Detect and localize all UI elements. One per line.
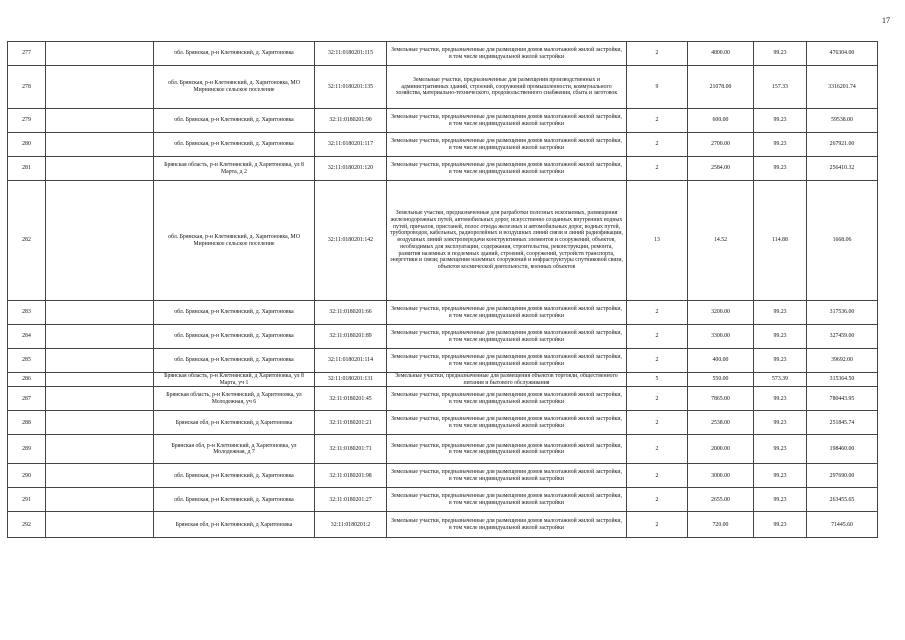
area-cell: 550.00 — [688, 373, 754, 387]
cadastral-value-cell: 59538.00 — [807, 109, 878, 133]
table-row — [8, 464, 878, 488]
cadastral-value-cell: 315364.50 — [807, 373, 878, 387]
address-cell: обл. Брянская, р-н Клетнянский, д. Харитоновка — [154, 349, 315, 373]
cadastral-number-cell: 32:11:0180201:131 — [315, 373, 387, 387]
specific-value-cell: 157.33 — [754, 66, 807, 109]
row-number-cell: 283 — [8, 301, 46, 325]
blank-cell — [46, 387, 154, 411]
cadastral-number-cell: 32:11:0180201:66 — [315, 301, 387, 325]
row-number-cell: 286 — [8, 373, 46, 387]
area-cell: 3300.00 — [688, 325, 754, 349]
row-number-cell: 278 — [8, 66, 46, 109]
cadastral-number-cell: 32:11:0180201:98 — [315, 464, 387, 488]
cadastral-number-cell: 32:11:0180201:115 — [315, 42, 387, 66]
area-cell: 7865.00 — [688, 387, 754, 411]
address-cell: Брянская обл, р-н Клетнянский, д Харитоновка — [154, 512, 315, 538]
row-number-cell: 287 — [8, 387, 46, 411]
specific-value-cell: 114.88 — [754, 181, 807, 301]
cadastral-value-cell: 317536.00 — [807, 301, 878, 325]
cadastral-number-cell: 32:11:0180201:45 — [315, 387, 387, 411]
cadastral-number-cell: 32:11:0180201:120 — [315, 157, 387, 181]
area-cell: 3000.00 — [688, 464, 754, 488]
specific-value-cell: 99.23 — [754, 411, 807, 435]
address-cell: обл. Брянская, р-н Клетнянский, д. Харитоновка — [154, 488, 315, 512]
blank-cell — [46, 109, 154, 133]
blank-cell — [46, 157, 154, 181]
row-number-cell: 291 — [8, 488, 46, 512]
specific-value-cell: 99.23 — [754, 387, 807, 411]
blank-cell — [46, 133, 154, 157]
specific-value-cell: 99.23 — [754, 464, 807, 488]
cadastral-number-cell: 32:11:0180201:89 — [315, 325, 387, 349]
blank-cell — [46, 373, 154, 387]
row-number-cell: 290 — [8, 464, 46, 488]
use-group-cell: 2 — [627, 301, 688, 325]
use-group-cell: 2 — [627, 349, 688, 373]
table-row — [8, 325, 878, 349]
cadastral-value-cell: 1668.06 — [807, 181, 878, 301]
address-cell: Брянская область, р-н Клетнянский, д Харитоновка, ул Молодежная, уч 6 — [154, 387, 315, 411]
cadastral-value-cell: 476304.00 — [807, 42, 878, 66]
row-number-cell: 280 — [8, 133, 46, 157]
table-body — [8, 42, 878, 538]
cadastral-value-cell: 263455.65 — [807, 488, 878, 512]
area-cell: 2000.00 — [688, 435, 754, 464]
address-cell: обл. Брянская, р-н Клетнянский, д. Харитоновка — [154, 42, 315, 66]
cadastral-number-cell: 32:11:0180201:2 — [315, 512, 387, 538]
land-use-cell: Земельные участки, предназначенные для размещения домов малоэтажной жилой застройки, в том числе индивидуальной жилой застройки — [387, 301, 627, 325]
land-use-cell: Земельные участки, предназначенные для размещения производственных и административных зданий, строений, сооружений промышленности, коммунального хозяйства, материально-технического, продовольственного снабжения, сбыта и заготовок — [387, 66, 627, 109]
blank-cell — [46, 464, 154, 488]
address-cell: обл. Брянская, р-н Клетнянский, д. Харитоновка, МО Мирнинское сельское поселение — [154, 66, 315, 109]
cadastral-number-cell: 32:11:0180201:117 — [315, 133, 387, 157]
address-cell: Брянская обл, р-н Клетнянский, д Харитоновка, ул Молодежная, д 7 — [154, 435, 315, 464]
blank-cell — [46, 325, 154, 349]
specific-value-cell: 99.23 — [754, 109, 807, 133]
use-group-cell: 9 — [627, 66, 688, 109]
blank-cell — [46, 411, 154, 435]
land-use-cell: Земельные участки, предназначенные для размещения домов малоэтажной жилой застройки, в том числе индивидуальной жилой застройки — [387, 464, 627, 488]
specific-value-cell: 99.23 — [754, 42, 807, 66]
table-row — [8, 488, 878, 512]
address-cell: Брянская область, р-н Клетнянский, д Харитоновка, ул 8 Марта, д 2 — [154, 157, 315, 181]
row-number-cell: 277 — [8, 42, 46, 66]
specific-value-cell: 99.23 — [754, 512, 807, 538]
cadastral-value-cell: 3316201.74 — [807, 66, 878, 109]
area-cell: 400.00 — [688, 349, 754, 373]
cadastral-value-cell: 267921.00 — [807, 133, 878, 157]
table-row — [8, 349, 878, 373]
land-use-cell: Земельные участки, предназначенные для размещения домов малоэтажной жилой застройки, в том числе индивидуальной жилой застройки — [387, 387, 627, 411]
cadastral-value-cell: 297690.00 — [807, 464, 878, 488]
specific-value-cell: 99.23 — [754, 435, 807, 464]
table-row — [8, 109, 878, 133]
use-group-cell: 2 — [627, 387, 688, 411]
blank-cell — [46, 42, 154, 66]
table-row — [8, 66, 878, 109]
cadastral-value-cell: 256410.32 — [807, 157, 878, 181]
row-number-cell: 282 — [8, 181, 46, 301]
area-cell: 4800.00 — [688, 42, 754, 66]
use-group-cell: 2 — [627, 464, 688, 488]
blank-cell — [46, 512, 154, 538]
cadastral-number-cell: 32:11:0180201:71 — [315, 435, 387, 464]
row-number-cell: 285 — [8, 349, 46, 373]
address-cell: Брянская область, р-н Клетнянский, д Харитоновка, ул 8 Марта, уч 1 — [154, 373, 315, 387]
area-cell: 2584.00 — [688, 157, 754, 181]
table-row — [8, 133, 878, 157]
table-row — [8, 181, 878, 301]
specific-value-cell: 99.23 — [754, 301, 807, 325]
row-number-cell: 289 — [8, 435, 46, 464]
row-number-cell: 279 — [8, 109, 46, 133]
address-cell: обл. Брянская, р-н Клетнянский, д. Харитоновка — [154, 301, 315, 325]
area-cell: 600.00 — [688, 109, 754, 133]
land-use-cell: Земельные участки, предназначенные для размещения домов малоэтажной жилой застройки, в том числе индивидуальной жилой застройки — [387, 133, 627, 157]
table-row — [8, 157, 878, 181]
blank-cell — [46, 349, 154, 373]
specific-value-cell: 99.23 — [754, 133, 807, 157]
address-cell: обл. Брянская, р-н Клетнянский, д. Харитоновка — [154, 133, 315, 157]
use-group-cell: 2 — [627, 109, 688, 133]
specific-value-cell: 573.39 — [754, 373, 807, 387]
use-group-cell: 2 — [627, 435, 688, 464]
use-group-cell: 2 — [627, 325, 688, 349]
cadastral-value-cell: 39692.00 — [807, 349, 878, 373]
use-group-cell: 2 — [627, 42, 688, 66]
address-cell: обл. Брянская, р-н Клетнянский, д. Харитоновка — [154, 109, 315, 133]
land-use-cell: Земельные участки, предназначенные для размещения домов малоэтажной жилой застройки, в том числе индивидуальной жилой застройки — [387, 349, 627, 373]
land-use-cell: Земельные участки, предназначенные для размещения домов малоэтажной жилой застройки, в том числе индивидуальной жилой застройки — [387, 157, 627, 181]
specific-value-cell: 99.23 — [754, 157, 807, 181]
land-use-cell: Земельные участки, предназначенные для размещения домов малоэтажной жилой застройки, в том числе индивидуальной жилой застройки — [387, 411, 627, 435]
page-number: 17 — [882, 16, 890, 25]
table-row — [8, 42, 878, 66]
blank-cell — [46, 66, 154, 109]
use-group-cell: 13 — [627, 181, 688, 301]
use-group-cell: 2 — [627, 157, 688, 181]
cadastral-value-cell: 251845.74 — [807, 411, 878, 435]
cadastral-number-cell: 32:11:0180201:135 — [315, 66, 387, 109]
table-row — [8, 301, 878, 325]
address-cell: Брянская обл, р-н Клетнянский, д Харитоновка — [154, 411, 315, 435]
table-row — [8, 387, 878, 411]
area-cell: 720.00 — [688, 512, 754, 538]
land-use-cell: Земельные участки, предназначенные для размещения домов малоэтажной жилой застройки, в том числе индивидуальной жилой застройки — [387, 42, 627, 66]
land-use-cell: Земельные участки, предназначенные для размещения объектов торговли, общественного питания и бытового обслуживания — [387, 373, 627, 387]
cadastral-number-cell: 32:11:0180201:90 — [315, 109, 387, 133]
row-number-cell: 281 — [8, 157, 46, 181]
blank-cell — [46, 435, 154, 464]
table-row — [8, 411, 878, 435]
area-cell: 21078.00 — [688, 66, 754, 109]
area-cell: 3200.00 — [688, 301, 754, 325]
area-cell: 2655.00 — [688, 488, 754, 512]
area-cell: 2538.00 — [688, 411, 754, 435]
cadastral-number-cell: 32:11:0180201:27 — [315, 488, 387, 512]
land-use-cell: Земельные участки, предназначенные для разработки полезных ископаемых, размещения железнодорожных путей, автомобильных дорог, искусственно созданных внутренних водных путей, причалов, пристаней, полос отвода железных и автомобильных дорог, водных путей, трубопроводов, кабельных, радиорелейных и воздушных линий связи и линий радиофикации, воздушных линий электропередачи конструктивных элементов и сооружений, объектов, необходимых для эксплуатации, содержания, строительства, реконструкции, ремонта, развития наземных и подземных зданий, строений, сооружений, устройств транспорта, энергетики и связи; размещения наземных сооружений и инфраструктуры спутниковой связи, объектов космической деятельности, военных объектов — [387, 181, 627, 301]
row-number-cell: 292 — [8, 512, 46, 538]
area-cell: 14.52 — [688, 181, 754, 301]
table-row — [8, 373, 878, 387]
use-group-cell: 2 — [627, 411, 688, 435]
cadastral-value-cell: 780443.95 — [807, 387, 878, 411]
land-use-cell: Земельные участки, предназначенные для размещения домов малоэтажной жилой застройки, в том числе индивидуальной жилой застройки — [387, 109, 627, 133]
address-cell: обл. Брянская, р-н Клетнянский, д. Харитоновка, МО Мирнинское сельское поселение — [154, 181, 315, 301]
cadastral-number-cell: 32:11:0180201:142 — [315, 181, 387, 301]
blank-cell — [46, 181, 154, 301]
row-number-cell: 284 — [8, 325, 46, 349]
land-use-cell: Земельные участки, предназначенные для размещения домов малоэтажной жилой застройки, в том числе индивидуальной жилой застройки — [387, 325, 627, 349]
cadastral-number-cell: 32:11:0180201:21 — [315, 411, 387, 435]
table-row — [8, 435, 878, 464]
address-cell: обл. Брянская, р-н Клетнянский, д. Харитоновка — [154, 464, 315, 488]
use-group-cell: 2 — [627, 133, 688, 157]
specific-value-cell: 99.23 — [754, 488, 807, 512]
table-row — [8, 512, 878, 538]
land-use-cell: Земельные участки, предназначенные для размещения домов малоэтажной жилой застройки, в том числе индивидуальной жилой застройки — [387, 435, 627, 464]
address-cell: обл. Брянская, р-н Клетнянский, д. Харитоновка — [154, 325, 315, 349]
cadastral-value-cell: 198460.00 — [807, 435, 878, 464]
use-group-cell: 2 — [627, 488, 688, 512]
cadastral-value-cell: 71445.60 — [807, 512, 878, 538]
blank-cell — [46, 301, 154, 325]
cadastral-number-cell: 32:11:0180201:114 — [315, 349, 387, 373]
specific-value-cell: 99.23 — [754, 349, 807, 373]
use-group-cell: 2 — [627, 512, 688, 538]
specific-value-cell: 99.23 — [754, 325, 807, 349]
land-use-cell: Земельные участки, предназначенные для размещения домов малоэтажной жилой застройки, в том числе индивидуальной жилой застройки — [387, 488, 627, 512]
area-cell: 2700.00 — [688, 133, 754, 157]
cadastral-value-cell: 327459.00 — [807, 325, 878, 349]
cadastral-value-table — [7, 41, 878, 538]
blank-cell — [46, 488, 154, 512]
use-group-cell: 5 — [627, 373, 688, 387]
row-number-cell: 288 — [8, 411, 46, 435]
land-use-cell: Земельные участки, предназначенные для размещения домов малоэтажной жилой застройки, в том числе индивидуальной жилой застройки — [387, 512, 627, 538]
